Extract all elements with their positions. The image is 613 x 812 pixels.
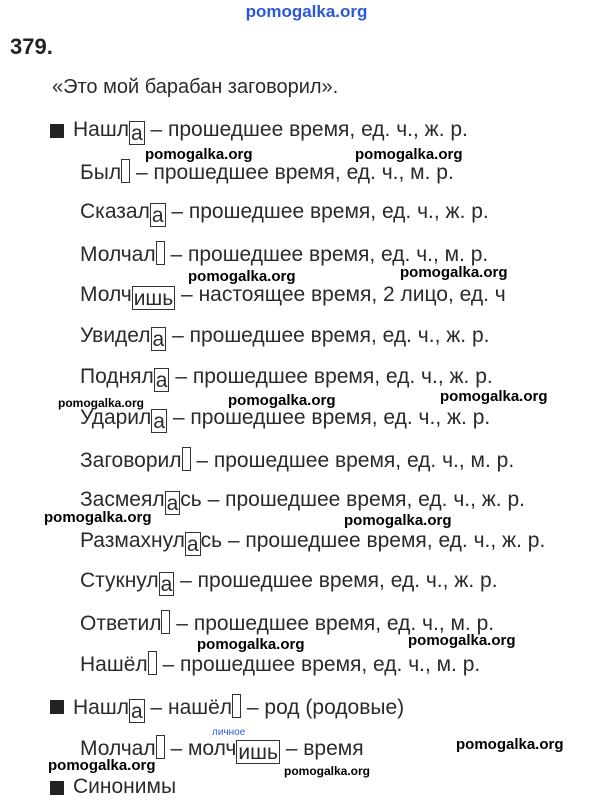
ending-box <box>148 651 157 675</box>
ending-box: а <box>166 492 179 516</box>
note-label: личное <box>212 727 246 738</box>
ending-box <box>232 694 241 718</box>
bullet-marker <box>50 700 64 714</box>
verb-line: Засмеялась – прошедшее время, ед. ч., ж. р. <box>80 488 525 516</box>
watermark: pomogalka.org <box>197 636 305 653</box>
watermark: pomogalka.org <box>145 146 253 163</box>
verb-line: Сказала – прошедшее время, ед. ч., ж. р. <box>80 200 489 228</box>
ending-box <box>156 735 165 759</box>
ending-box: а <box>130 122 143 146</box>
watermark: pomogalka.org <box>440 388 548 405</box>
ending-box: ишь <box>238 741 278 765</box>
verb-line: Ударила – прошедшее время, ед. ч., ж. р. <box>80 406 491 434</box>
ending-box <box>156 241 165 265</box>
watermark: pomogalka.org <box>188 268 296 285</box>
verb-line: Нашла – прошедшее время, ед. ч., ж. р. <box>73 118 468 146</box>
watermark: pomogalka.org <box>400 264 508 281</box>
rod-line: Нашла – нашёл – род (родовые) <box>73 695 405 724</box>
watermark: pomogalka.org <box>284 764 371 778</box>
verb-line: Молчал – прошедшее время, ед. ч., м. р. <box>80 242 489 266</box>
watermark: pomogalka.org <box>44 509 152 526</box>
ending-box <box>121 159 130 183</box>
ending-box: а <box>186 533 199 557</box>
watermark: pomogalka.org <box>355 146 463 163</box>
verb-line: Заговорил – прошедшее время, ед. ч., м. р. <box>80 448 515 472</box>
ending-box: ишь <box>133 287 174 311</box>
ending-box: а <box>153 410 165 434</box>
ending-box: а <box>152 328 165 352</box>
ending-box <box>182 447 191 471</box>
verb-line: Размахнулась – прошедшее время, ед. ч., ж. р. <box>80 529 546 557</box>
verb-line: Подняла – прошедшее время, ед. ч., ж. р. <box>80 365 493 393</box>
watermark: pomogalka.org <box>48 757 156 774</box>
header-watermark: pomogalka.org <box>245 2 368 21</box>
verb-line: Увидела – прошедшее время, ед. ч., ж. р. <box>80 324 490 352</box>
verb-line: Нашёл – прошедшее время, ед. ч., м. р. <box>80 652 481 676</box>
bullet-marker <box>50 124 64 138</box>
ending-box: а <box>130 700 143 724</box>
synonyms-heading: Синонимы <box>73 775 177 798</box>
verb-line: Был – прошедшее время, ед. ч., м. р. <box>80 160 454 184</box>
ending-box: а <box>151 204 164 228</box>
vremya-line: Молчал – молчишь – время <box>80 736 364 765</box>
watermark: pomogalka.org <box>344 512 452 529</box>
ending-box: а <box>160 573 173 597</box>
watermark: pomogalka.org <box>228 392 336 409</box>
watermark: pomogalka.org <box>58 396 145 410</box>
verb-line: Стукнула – прошедшее время, ед. ч., ж. р. <box>80 569 498 597</box>
exercise-number: 379. <box>10 34 53 59</box>
bullet-marker <box>50 781 64 795</box>
verb-line: Молчишь – настоящее время, 2 лицо, ед. ч <box>80 283 506 311</box>
watermark: pomogalka.org <box>408 632 516 649</box>
ending-box: а <box>155 369 168 393</box>
watermark: pomogalka.org <box>456 736 564 753</box>
quote-sentence: «Это мой барабан заговорил». <box>52 76 339 98</box>
verb-line: Ответил – прошедшее время, ед. ч., м. р. <box>80 611 495 635</box>
